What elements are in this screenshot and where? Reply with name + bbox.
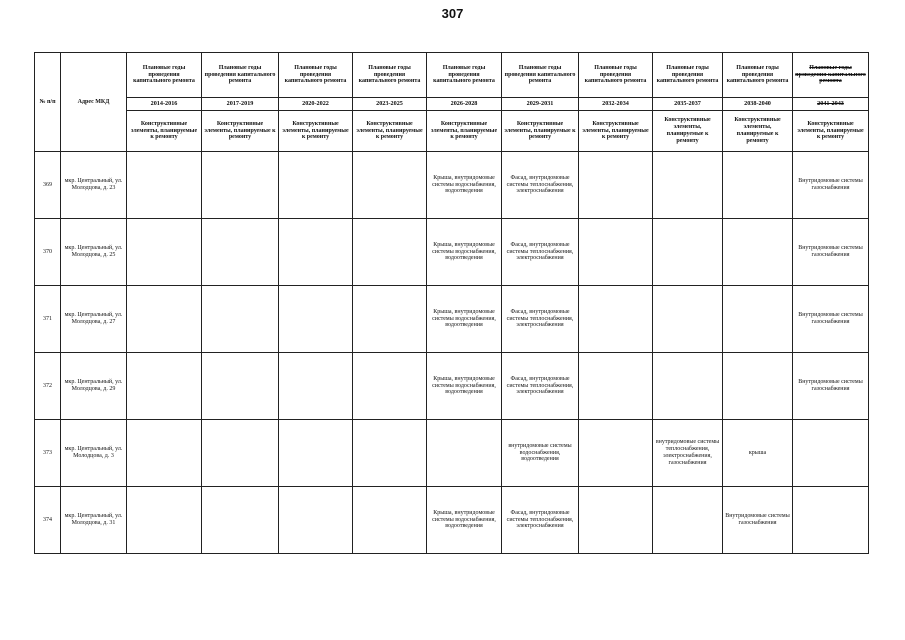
row-cell bbox=[579, 219, 653, 286]
header-period-title: Плановые годы проведения капитального ремонта bbox=[653, 53, 723, 98]
table-row bbox=[35, 487, 869, 554]
row-cell bbox=[202, 420, 279, 487]
row-cell bbox=[279, 487, 353, 554]
row-cell bbox=[202, 152, 279, 219]
row-number: 373 bbox=[35, 420, 61, 487]
header-period-title: Плановые годы проведения капитального ремонта bbox=[502, 53, 579, 98]
header-elements: Конструктивные элементы, планируемые к ремонту bbox=[279, 111, 353, 152]
header-elements: Конструктивные элементы, планируемые к ремонту bbox=[653, 111, 723, 152]
row-cell: Фасад, внутридомовые системы теплоснабжения, электроснабжения bbox=[502, 219, 579, 286]
row-cell bbox=[723, 219, 793, 286]
row-cell bbox=[202, 353, 279, 420]
header-elements: Конструктивные элементы, планируемые к ремонту bbox=[427, 111, 502, 152]
header-years: 2029-2031 bbox=[502, 98, 579, 111]
header-period-title: Плановые годы проведения капитального ремонта bbox=[723, 53, 793, 98]
row-cell: Крыша, внутридомовые системы водоснабжения, водоотведения bbox=[427, 152, 502, 219]
row-cell bbox=[127, 487, 202, 554]
header-years: 2023-2025 bbox=[353, 98, 427, 111]
header-elements: Конструктивные элементы, планируемые к ремонту bbox=[353, 111, 427, 152]
header-elements: Конструктивные элементы, планируемые к ремонту bbox=[579, 111, 653, 152]
header-elements: Конструктивные элементы, планируемые к ремонту bbox=[202, 111, 279, 152]
row-cell: Фасад, внутридомовые системы теплоснабжения, электроснабжения bbox=[502, 353, 579, 420]
row-cell: Крыша, внутридомовые системы водоснабжения, водоотведения bbox=[427, 353, 502, 420]
header-years: 2041-2043 bbox=[793, 98, 869, 111]
row-cell bbox=[579, 286, 653, 353]
row-cell bbox=[653, 487, 723, 554]
row-cell bbox=[579, 152, 653, 219]
header-period-title: Плановые годы проведения капитального ремонта bbox=[427, 53, 502, 98]
row-cell bbox=[353, 420, 427, 487]
row-cell: Крыша, внутридомовые системы водоснабжения, водоотведения bbox=[427, 487, 502, 554]
row-cell bbox=[353, 152, 427, 219]
row-cell: Внутридомовые системы газоснабжения bbox=[793, 219, 869, 286]
row-cell: Крыша, внутридомовые системы водоснабжения, водоотведения bbox=[427, 286, 502, 353]
header-address: Адрес МКД bbox=[61, 53, 127, 152]
table-row bbox=[35, 353, 869, 420]
row-address: мкр. Центральный, ул. Молодцова, д. 3 bbox=[61, 420, 127, 487]
row-number: 372 bbox=[35, 353, 61, 420]
row-cell bbox=[353, 286, 427, 353]
row-cell: Внутридомовые системы газоснабжения bbox=[793, 286, 869, 353]
header-years: 2017-2019 bbox=[202, 98, 279, 111]
row-address: мкр. Центральный, ул. Молодцова, д. 31 bbox=[61, 487, 127, 554]
table-row bbox=[35, 286, 869, 353]
row-cell: крыша bbox=[723, 420, 793, 487]
header-years: 2035-2037 bbox=[653, 98, 723, 111]
header-elements: Конструктивные элементы, планируемые к ремонту bbox=[793, 111, 869, 152]
row-cell bbox=[279, 152, 353, 219]
row-cell bbox=[279, 420, 353, 487]
row-number: 374 bbox=[35, 487, 61, 554]
header-elements-row bbox=[35, 111, 869, 152]
row-cell bbox=[793, 420, 869, 487]
row-cell bbox=[127, 353, 202, 420]
row-cell bbox=[127, 420, 202, 487]
row-cell bbox=[353, 353, 427, 420]
header-period-title: Плановые годы проведения капитального ремонта bbox=[127, 53, 202, 98]
row-cell bbox=[723, 286, 793, 353]
header-title-row bbox=[35, 53, 869, 98]
header-period-title: Плановые годы проведения капитального ремонта bbox=[202, 53, 279, 98]
row-cell bbox=[279, 219, 353, 286]
page-number: 307 bbox=[441, 6, 464, 21]
row-cell bbox=[427, 420, 502, 487]
row-cell bbox=[127, 286, 202, 353]
row-address: мкр. Центральный, ул. Молодцова, д. 25 bbox=[61, 219, 127, 286]
row-cell bbox=[723, 152, 793, 219]
row-cell bbox=[653, 353, 723, 420]
row-cell: Крыша, внутридомовые системы водоснабжения, водоотведения bbox=[427, 219, 502, 286]
table-row bbox=[35, 219, 869, 286]
header-years: 2020-2022 bbox=[279, 98, 353, 111]
row-number: 369 bbox=[35, 152, 61, 219]
row-cell bbox=[202, 286, 279, 353]
row-cell: внутридомовые системы водоснабжения, водоотведения bbox=[502, 420, 579, 487]
row-number: 370 bbox=[35, 219, 61, 286]
row-cell bbox=[723, 353, 793, 420]
row-cell bbox=[653, 219, 723, 286]
row-cell: внутридомовые системы теплоснабжения, электроснабжения, газоснабжения bbox=[653, 420, 723, 487]
row-cell bbox=[353, 219, 427, 286]
row-cell bbox=[202, 487, 279, 554]
row-cell bbox=[353, 487, 427, 554]
row-cell bbox=[579, 420, 653, 487]
header-period-title: Плановые годы проведения капитального ремонта bbox=[279, 53, 353, 98]
header-period-title: Плановые годы проведения капитального ремонта bbox=[353, 53, 427, 98]
row-cell bbox=[127, 219, 202, 286]
capital-repair-plan-table bbox=[34, 52, 869, 554]
row-cell bbox=[579, 487, 653, 554]
header-years: 2014-2016 bbox=[127, 98, 202, 111]
header-years: 2038-2040 bbox=[723, 98, 793, 111]
row-cell: Внутридомовые системы газоснабжения bbox=[793, 152, 869, 219]
row-cell bbox=[127, 152, 202, 219]
header-elements: Конструктивные элементы, планируемые к ремонту bbox=[502, 111, 579, 152]
row-cell bbox=[202, 219, 279, 286]
row-cell: Фасад, внутридомовые системы теплоснабжения, электроснабжения bbox=[502, 152, 579, 219]
row-cell bbox=[279, 353, 353, 420]
row-cell bbox=[279, 286, 353, 353]
row-cell bbox=[653, 152, 723, 219]
row-cell bbox=[579, 353, 653, 420]
table-row bbox=[35, 152, 869, 219]
row-address: мкр. Центральный, ул. Молодцова, д. 27 bbox=[61, 286, 127, 353]
header-years: 2032-2034 bbox=[579, 98, 653, 111]
row-address: мкр. Центральный, ул. Молодцова, д. 29 bbox=[61, 353, 127, 420]
header-period-title: Плановые годы проведения капитального ремонта bbox=[579, 53, 653, 98]
row-cell: Внутридомовые системы газоснабжения bbox=[793, 353, 869, 420]
row-cell bbox=[653, 286, 723, 353]
table-row bbox=[35, 420, 869, 487]
header-period-title: Плановые годы проведения капитального ремонта bbox=[793, 53, 869, 98]
row-cell: Фасад, внутридомовые системы теплоснабжения, электроснабжения bbox=[502, 286, 579, 353]
row-number: 371 bbox=[35, 286, 61, 353]
row-cell: Фасад, внутридомовые системы теплоснабжения, электроснабжения bbox=[502, 487, 579, 554]
row-cell bbox=[793, 487, 869, 554]
header-elements: Конструктивные элементы, планируемые к ремонту bbox=[723, 111, 793, 152]
header-years: 2026-2028 bbox=[427, 98, 502, 111]
row-cell: Внутридомовые системы газоснабжения bbox=[723, 487, 793, 554]
header-num: № п/п bbox=[35, 53, 61, 152]
row-address: мкр. Центральный, ул. Молодцова, д. 23 bbox=[61, 152, 127, 219]
header-years-row bbox=[35, 98, 869, 111]
header-elements: Конструктивные элементы, планируемые к ремонту bbox=[127, 111, 202, 152]
